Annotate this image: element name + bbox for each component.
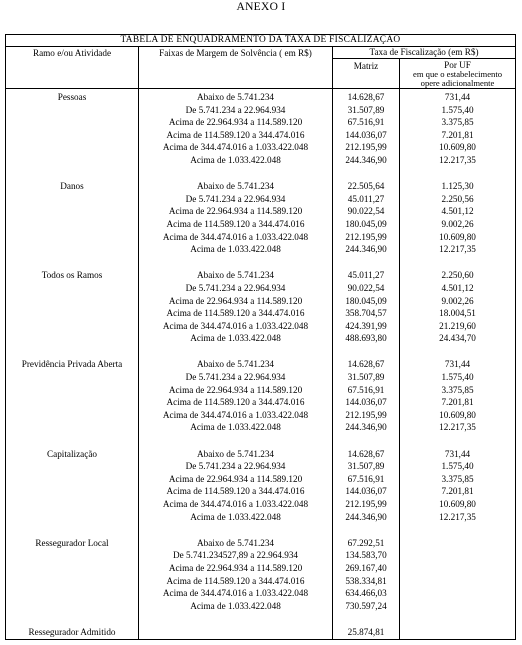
uf-cell: 7.201,81 <box>400 396 516 409</box>
ramo-cell <box>6 384 139 397</box>
table-row <box>6 575 516 588</box>
table-row <box>6 448 516 461</box>
table-row <box>6 371 516 384</box>
group-gap-row <box>6 434 516 448</box>
uf-cell: 1.575,40 <box>400 371 516 384</box>
faixa-cell: Acima de 22.964.934 a 114.589.120 <box>139 116 333 129</box>
table-row <box>6 295 516 308</box>
uf-cell: 21.219,60 <box>400 320 516 333</box>
matriz-cell: 90.022,54 <box>333 282 400 295</box>
matriz-cell: 67.516,91 <box>333 473 400 486</box>
uf-cell: 731,44 <box>400 448 516 461</box>
header-ramo: Ramo e/ou Atividade <box>6 47 139 89</box>
matriz-cell: 67.516,91 <box>333 384 400 397</box>
table-row <box>6 307 516 320</box>
matriz-cell: 244.346,90 <box>333 511 400 524</box>
table-row <box>6 511 516 524</box>
group-gap-row <box>6 612 516 626</box>
header-por-uf <box>400 59 516 89</box>
uf-cell <box>400 587 516 600</box>
ramo-cell <box>6 409 139 422</box>
uf-cell: 731,44 <box>400 358 516 371</box>
matriz-cell: 144.036,07 <box>333 485 400 498</box>
uf-cell: 1.575,40 <box>400 104 516 117</box>
ramo-cell <box>6 371 139 384</box>
ramo-cell <box>6 193 139 206</box>
table-row <box>6 537 516 550</box>
table-row <box>6 243 516 256</box>
uf-cell: 3.375,85 <box>400 384 516 397</box>
ramo-cell: Previdência Privada Aberta <box>6 358 139 371</box>
matriz-cell: 212.195,99 <box>333 498 400 511</box>
uf-cell: 7.201,81 <box>400 129 516 142</box>
uf-cell: 12.217,35 <box>400 243 516 256</box>
faixa-cell: Abaixo de 5.741.234 <box>139 448 333 461</box>
faixa-cell: Abaixo de 5.741.234 <box>139 537 333 550</box>
table-row <box>6 409 516 422</box>
matriz-cell: 14.628,67 <box>333 91 400 104</box>
uf-cell: 12.217,35 <box>400 511 516 524</box>
matriz-cell: 634.466,03 <box>333 587 400 600</box>
uf-cell: 12.217,35 <box>400 421 516 434</box>
faixa-cell <box>139 626 333 639</box>
uf-cell: 10.609,80 <box>400 231 516 244</box>
uf-cell <box>400 626 516 639</box>
gap-cell <box>333 434 400 448</box>
header-por-uf-note-2: opere adicionalmente <box>420 77 495 88</box>
ramo-cell <box>6 154 139 167</box>
matriz-cell: 730.597,24 <box>333 600 400 613</box>
header-por-uf-note-1: em que o estabelecimento <box>413 69 503 79</box>
table-row <box>6 154 516 167</box>
matriz-cell: 90.022,54 <box>333 205 400 218</box>
matriz-cell: 144.036,07 <box>333 396 400 409</box>
uf-cell: 24.434,70 <box>400 332 516 345</box>
ramo-cell <box>6 295 139 308</box>
matriz-cell: 180.045,09 <box>333 218 400 231</box>
faixa-cell: Acima de 1.033.422.048 <box>139 154 333 167</box>
annex-title: ANEXO I <box>236 1 286 13</box>
table-row <box>6 180 516 193</box>
table-row <box>6 231 516 244</box>
ramo-cell: Ressegurador Local <box>6 537 139 550</box>
faixa-cell: Acima de 1.033.422.048 <box>139 600 333 613</box>
faixa-cell: Acima de 22.964.934 a 114.589.120 <box>139 384 333 397</box>
uf-cell: 1.575,40 <box>400 460 516 473</box>
matriz-cell: 244.346,90 <box>333 421 400 434</box>
faixa-cell: Acima de 22.964.934 a 114.589.120 <box>139 473 333 486</box>
uf-cell <box>400 575 516 588</box>
ramo-cell: Pessoas <box>6 91 139 104</box>
matriz-cell: 244.346,90 <box>333 154 400 167</box>
ramo-cell: Capitalização <box>6 448 139 461</box>
matriz-cell: 25.874,81 <box>333 626 400 639</box>
header-faixas: Faixas de Margem de Solvência ( em R$) <box>139 47 333 89</box>
matriz-cell: 212.195,99 <box>333 141 400 154</box>
ramo-cell <box>6 129 139 142</box>
ramo-cell: Ressegurador Admitido <box>6 626 139 639</box>
uf-cell <box>400 549 516 562</box>
table-row <box>6 600 516 613</box>
matriz-cell: 134.583,70 <box>333 549 400 562</box>
faixa-cell: Acima de 114.589.120 a 344.474.016 <box>139 575 333 588</box>
gap-cell <box>6 345 139 359</box>
gap-cell <box>139 345 333 359</box>
table-title: TABELA DE ENQUADRAMENTO DA TAXA DE FISCALIZAÇÃO <box>6 35 516 47</box>
faixa-cell: Acima de 344.474.016 a 1.033.422.048 <box>139 320 333 333</box>
ramo-cell <box>6 104 139 117</box>
table-row <box>6 549 516 562</box>
ramo-cell <box>6 511 139 524</box>
table-row <box>6 396 516 409</box>
faixa-cell: Acima de 22.964.934 a 114.589.120 <box>139 295 333 308</box>
uf-cell: 9.002,26 <box>400 295 516 308</box>
gap-cell <box>333 612 400 626</box>
matriz-cell: 180.045,09 <box>333 295 400 308</box>
table-row <box>6 269 516 282</box>
faixa-cell: Abaixo de 5.741.234 <box>139 91 333 104</box>
matriz-cell: 212.195,99 <box>333 409 400 422</box>
table-row <box>6 129 516 142</box>
ramo-cell <box>6 243 139 256</box>
uf-cell: 18.004,51 <box>400 307 516 320</box>
gap-cell <box>400 345 516 359</box>
faixa-cell: Acima de 22.964.934 a 114.589.120 <box>139 205 333 218</box>
matriz-cell: 45.011,27 <box>333 269 400 282</box>
uf-cell: 10.609,80 <box>400 409 516 422</box>
uf-cell: 3.375,85 <box>400 473 516 486</box>
table-row <box>6 384 516 397</box>
faixa-cell: De 5.741.234 a 22.964.934 <box>139 282 333 295</box>
uf-cell: 4.501,12 <box>400 282 516 295</box>
matriz-cell: 14.628,67 <box>333 448 400 461</box>
faixa-cell: Abaixo de 5.741.234 <box>139 358 333 371</box>
table-body <box>6 89 516 640</box>
matriz-cell: 488.693,80 <box>333 332 400 345</box>
matriz-cell: 67.516,91 <box>333 116 400 129</box>
ramo-cell <box>6 218 139 231</box>
gap-cell <box>400 167 516 181</box>
ramo-cell <box>6 116 139 129</box>
faixa-cell: Acima de 114.589.120 a 344.474.016 <box>139 129 333 142</box>
table-row <box>6 104 516 117</box>
table-row <box>6 218 516 231</box>
table-row <box>6 205 516 218</box>
ramo-cell <box>6 421 139 434</box>
header-por-uf-label: Por UF <box>444 60 471 70</box>
gap-cell <box>139 523 333 537</box>
matriz-cell: 424.391,99 <box>333 320 400 333</box>
faixa-cell: Abaixo de 5.741.234 <box>139 180 333 193</box>
uf-cell: 2.250,56 <box>400 193 516 206</box>
ramo-cell <box>6 307 139 320</box>
matriz-cell: 269.167,40 <box>333 562 400 575</box>
gap-cell <box>6 523 139 537</box>
gap-cell <box>333 345 400 359</box>
table-row <box>6 460 516 473</box>
table-row <box>6 320 516 333</box>
table-row <box>6 421 516 434</box>
ramo-cell <box>6 282 139 295</box>
matriz-cell: 22.505,64 <box>333 180 400 193</box>
ramo-cell: Todos os Ramos <box>6 269 139 282</box>
table-row <box>6 626 516 639</box>
faixa-cell: Acima de 22.964.934 a 114.589.120 <box>139 562 333 575</box>
matriz-cell: 45.011,27 <box>333 193 400 206</box>
matriz-cell: 14.628,67 <box>333 358 400 371</box>
ramo-cell <box>6 396 139 409</box>
faixa-cell: Acima de 1.033.422.048 <box>139 243 333 256</box>
faixa-cell: Acima de 114.589.120 a 344.474.016 <box>139 396 333 409</box>
uf-cell: 731,44 <box>400 91 516 104</box>
matriz-cell: 31.507,89 <box>333 371 400 384</box>
enquadramento-table <box>5 34 516 640</box>
gap-cell <box>139 167 333 181</box>
gap-cell <box>333 523 400 537</box>
ramo-cell <box>6 587 139 600</box>
header-taxa: Taxa de Fiscalização (em R$) <box>333 47 516 59</box>
faixa-cell: Acima de 344.474.016 a 1.033.422.048 <box>139 409 333 422</box>
faixa-cell: De 5.741.234 a 22.964.934 <box>139 193 333 206</box>
uf-cell: 1.125,30 <box>400 180 516 193</box>
table-row <box>6 587 516 600</box>
uf-cell: 9.002,26 <box>400 218 516 231</box>
faixa-cell: Acima de 344.474.016 a 1.033.422.048 <box>139 231 333 244</box>
table-row <box>6 485 516 498</box>
gap-cell <box>6 167 139 181</box>
gap-cell <box>333 256 400 270</box>
table-row <box>6 562 516 575</box>
gap-cell <box>400 523 516 537</box>
faixa-cell: Acima de 344.474.016 a 1.033.422.048 <box>139 587 333 600</box>
ramo-cell <box>6 600 139 613</box>
uf-cell: 10.609,80 <box>400 141 516 154</box>
group-gap-row <box>6 256 516 270</box>
ramo-cell <box>6 205 139 218</box>
ramo-cell <box>6 485 139 498</box>
table-row <box>6 473 516 486</box>
uf-cell: 4.501,12 <box>400 205 516 218</box>
gap-cell <box>6 256 139 270</box>
matriz-cell: 67.292,51 <box>333 537 400 550</box>
faixa-cell: Acima de 1.033.422.048 <box>139 421 333 434</box>
gap-cell <box>333 167 400 181</box>
faixa-cell: De 5.741.234 a 22.964.934 <box>139 460 333 473</box>
ramo-cell <box>6 473 139 486</box>
group-gap-row <box>6 523 516 537</box>
ramo-cell <box>6 562 139 575</box>
table-row <box>6 282 516 295</box>
table-row <box>6 358 516 371</box>
group-gap-row <box>6 167 516 181</box>
faixa-cell: Acima de 1.033.422.048 <box>139 511 333 524</box>
ramo-cell <box>6 498 139 511</box>
gap-cell <box>139 434 333 448</box>
faixa-cell: De 5.741.234527,89 a 22.964.934 <box>139 549 333 562</box>
matriz-cell: 244.346,90 <box>333 243 400 256</box>
header-matriz: Matriz <box>333 59 400 89</box>
faixa-cell: De 5.741.234 a 22.964.934 <box>139 104 333 117</box>
faixa-cell: Acima de 344.474.016 a 1.033.422.048 <box>139 141 333 154</box>
matriz-cell: 31.507,89 <box>333 104 400 117</box>
table-row <box>6 498 516 511</box>
faixa-cell: Acima de 1.033.422.048 <box>139 332 333 345</box>
uf-cell: 3.375,85 <box>400 116 516 129</box>
uf-cell: 7.201,81 <box>400 485 516 498</box>
ramo-cell <box>6 231 139 244</box>
gap-cell <box>400 612 516 626</box>
ramo-cell <box>6 549 139 562</box>
table-row <box>6 91 516 104</box>
group-gap-row <box>6 345 516 359</box>
faixa-cell: Acima de 114.589.120 a 344.474.016 <box>139 218 333 231</box>
faixa-cell: De 5.741.234 a 22.964.934 <box>139 371 333 384</box>
matriz-cell: 144.036,07 <box>333 129 400 142</box>
uf-cell <box>400 537 516 550</box>
table-row <box>6 141 516 154</box>
table-row <box>6 193 516 206</box>
matriz-cell: 538.334,81 <box>333 575 400 588</box>
faixa-cell: Acima de 114.589.120 a 344.474.016 <box>139 485 333 498</box>
gap-cell <box>400 256 516 270</box>
ramo-cell: Danos <box>6 180 139 193</box>
gap-cell <box>6 612 139 626</box>
gap-cell <box>139 612 333 626</box>
ramo-cell <box>6 460 139 473</box>
ramo-cell <box>6 320 139 333</box>
uf-cell <box>400 600 516 613</box>
matriz-cell: 358.704,57 <box>333 307 400 320</box>
matriz-cell: 31.507,89 <box>333 460 400 473</box>
table-row <box>6 116 516 129</box>
ramo-cell <box>6 141 139 154</box>
uf-cell: 10.609,80 <box>400 498 516 511</box>
uf-cell <box>400 562 516 575</box>
faixa-cell: Abaixo de 5.741.234 <box>139 269 333 282</box>
ramo-cell <box>6 332 139 345</box>
gap-cell <box>139 256 333 270</box>
ramo-cell <box>6 575 139 588</box>
uf-cell: 2.250,60 <box>400 269 516 282</box>
gap-cell <box>6 434 139 448</box>
table-row <box>6 332 516 345</box>
uf-cell: 12.217,35 <box>400 154 516 167</box>
matriz-cell: 212.195,99 <box>333 231 400 244</box>
gap-cell <box>400 434 516 448</box>
faixa-cell: Acima de 344.474.016 a 1.033.422.048 <box>139 498 333 511</box>
faixa-cell: Acima de 114.589.120 a 344.474.016 <box>139 307 333 320</box>
